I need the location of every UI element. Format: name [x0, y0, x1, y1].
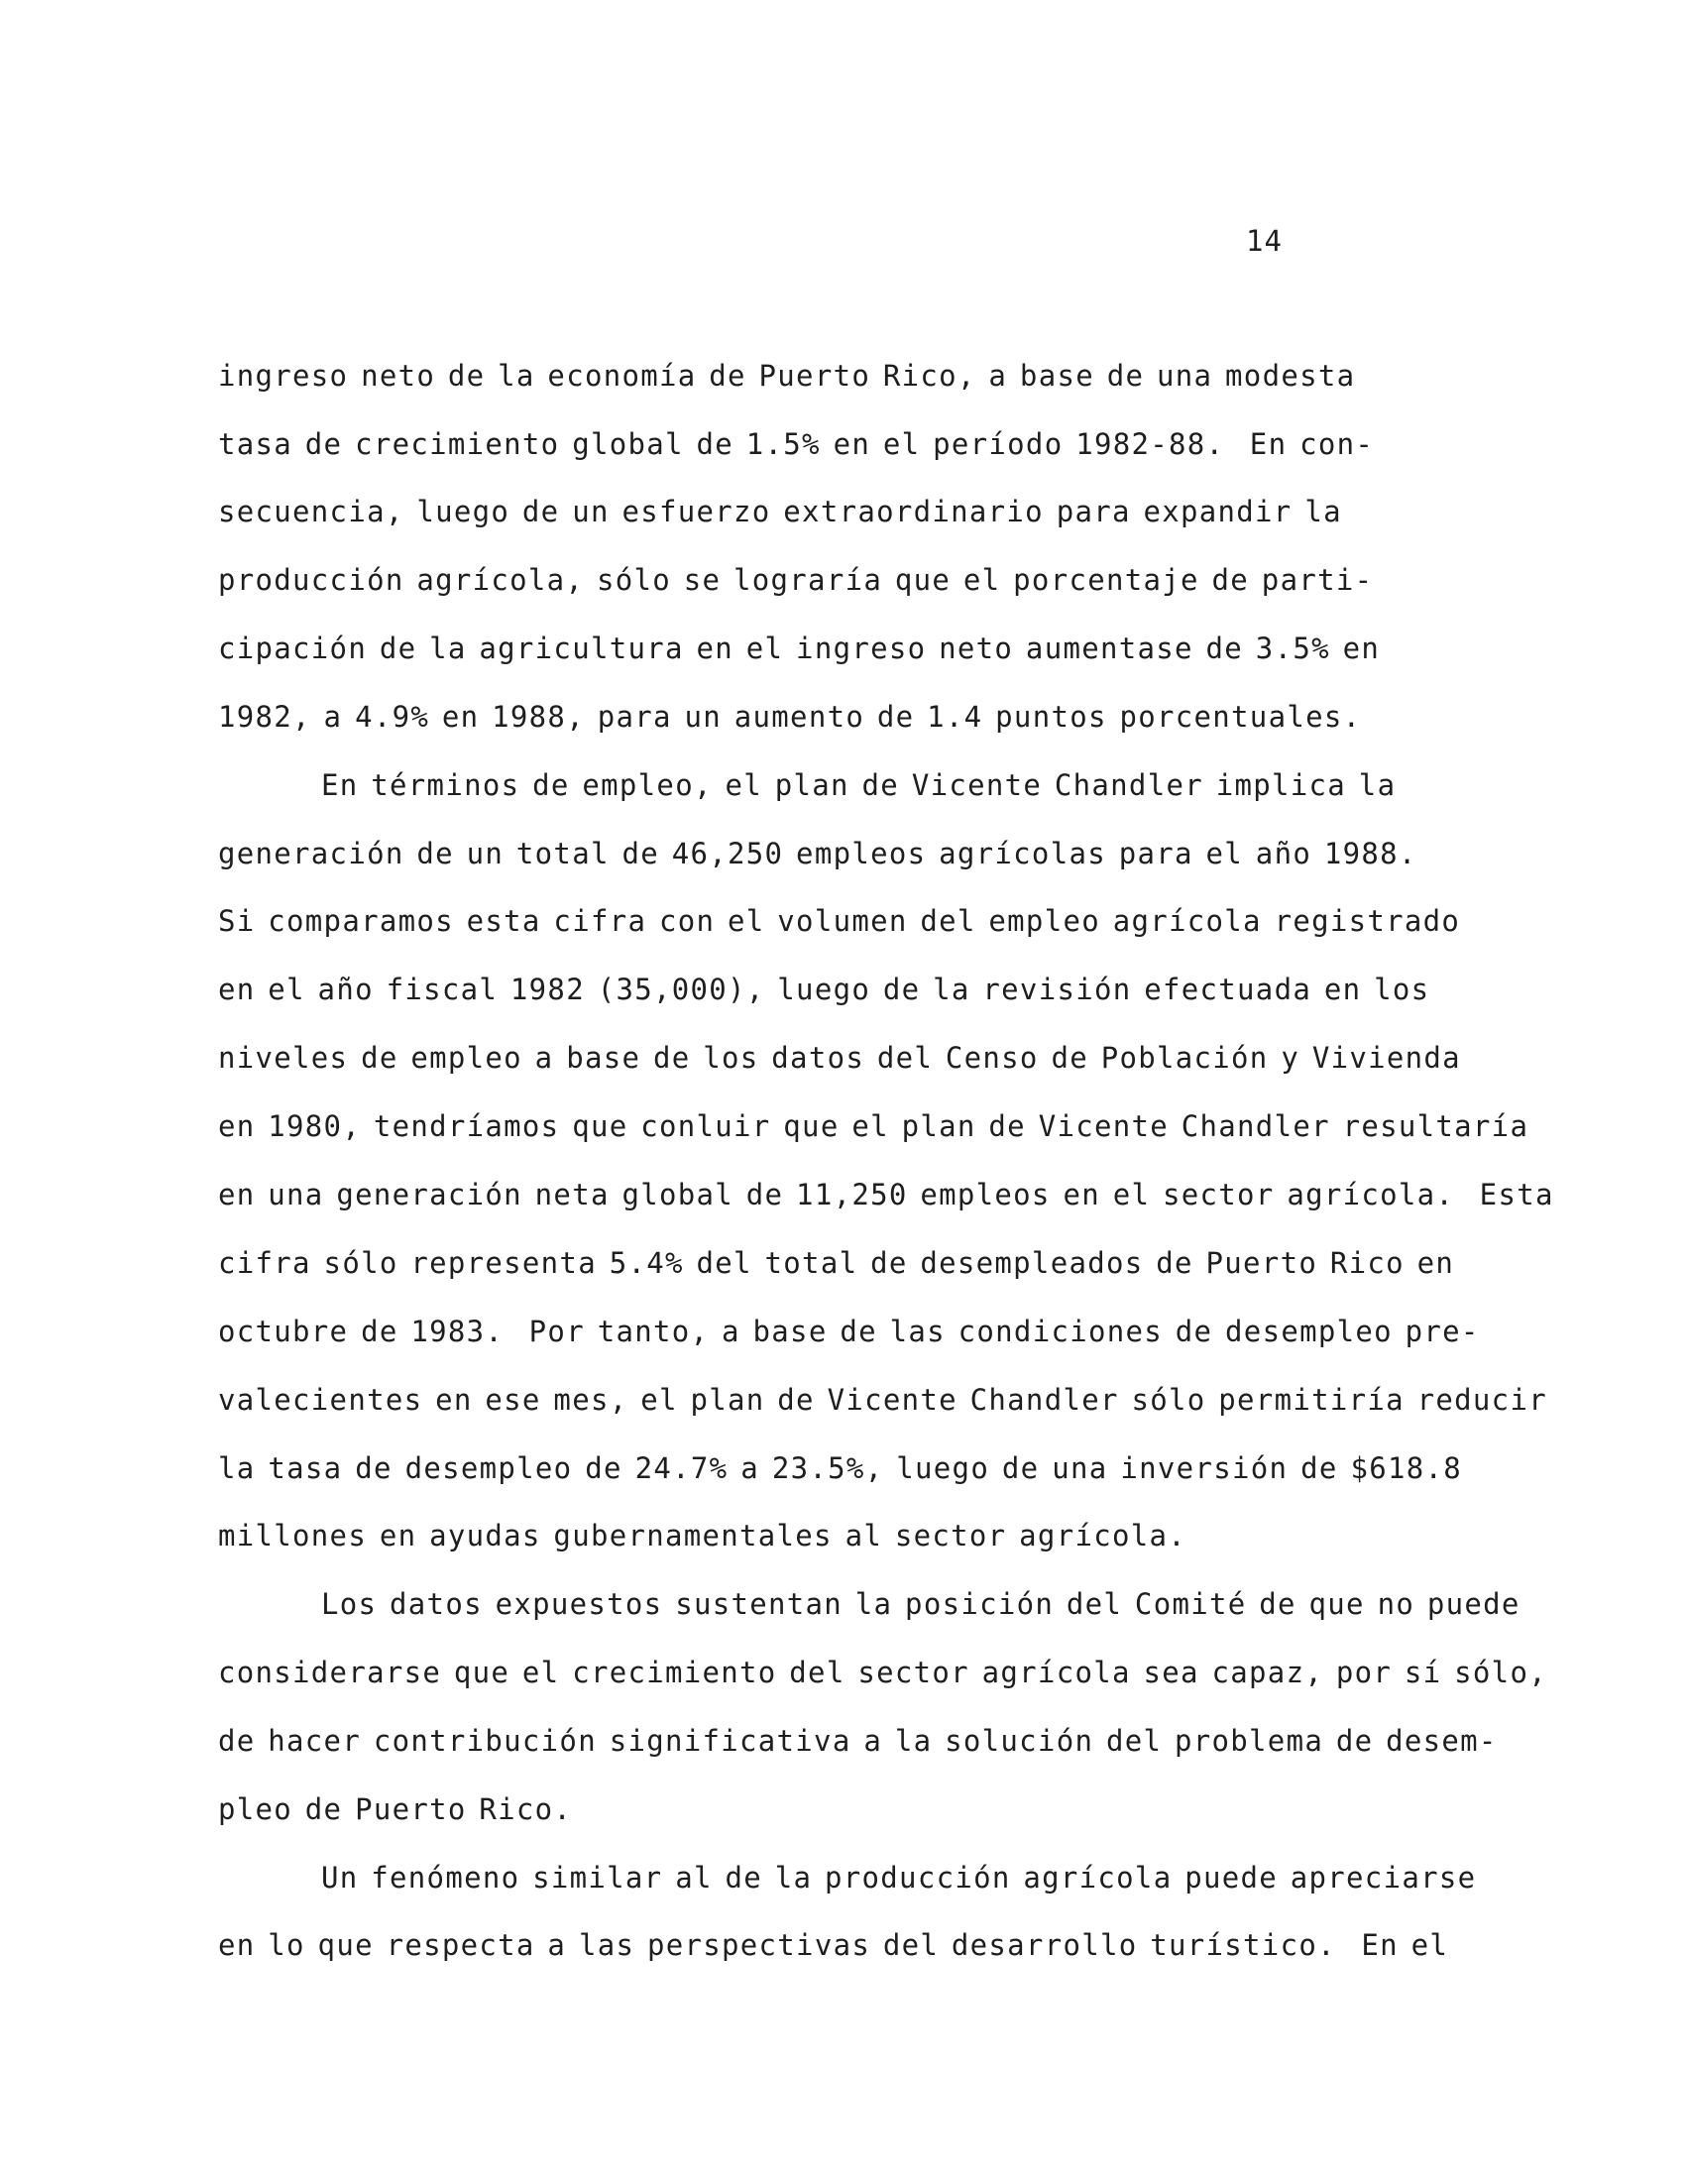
text-line: Un fenómeno similar al de la producción agrícola puede apreciarse: [321, 1861, 1477, 1895]
text-line: considerarse que el crecimiento del sector agrícola sea capaz, por sí sólo,: [218, 1656, 1547, 1689]
text-line: en una generación neta global de 11,250 empleos en el sector agrícola. Esta: [218, 1178, 1554, 1211]
text-line: valecientes en ese mes, el plan de Vicente Chandler sólo permitiría reducir: [218, 1383, 1547, 1417]
text-line: tasa de crecimiento global de 1.5% en el período 1982-88. En con-: [218, 427, 1375, 461]
text-line: niveles de empleo a base de los datos del Censo de Población y Vivienda: [218, 1041, 1461, 1075]
text-line: millones en ayudas gubernamentales al sector agrícola.: [218, 1519, 1187, 1552]
page-number: 14: [1246, 224, 1283, 258]
text-line: cifra sólo representa 5.4% del total de desempleados de Puerto Rico en: [218, 1246, 1455, 1280]
text-line: en el año fiscal 1982 (35,000), luego de la revisión efectuada en los: [218, 973, 1430, 1006]
text-line: Los datos expuestos sustentan la posición del Comité de que no puede: [321, 1587, 1520, 1621]
text-line: octubre de 1983. Por tanto, a base de las condiciones de desempleo pre-: [218, 1315, 1480, 1348]
text-line: pleo de Puerto Rico.: [218, 1792, 573, 1826]
text-line: generación de un total de 46,250 empleos agrícolas para el año 1988.: [218, 837, 1417, 870]
text-line: producción agrícola, sólo se lograría que el porcentaje de parti-: [218, 563, 1374, 597]
text-line: cipación de la agricultura en el ingreso neto aumentase de 3.5% en: [218, 632, 1381, 665]
text-line: 1982, a 4.9% en 1988, para un aumento de 1.4 puntos porcentuales.: [218, 700, 1362, 734]
text-line: En términos de empleo, el plan de Vicente Chandler implica la: [321, 768, 1397, 802]
text-line: secuencia, luego de un esfuerzo extraordinario para expandir la: [218, 495, 1342, 528]
text-line: de hacer contribución significativa a la solución del problema de desem-: [218, 1724, 1498, 1758]
text-line: Si comparamos esta cifra con el volumen del empleo agrícola registrado: [218, 904, 1461, 938]
text-line: ingreso neto de la economía de Puerto Rico, a base de una modesta: [218, 359, 1356, 393]
text-line: la tasa de desempleo de 24.7% a 23.5%, luego de una inversión de $618.8: [218, 1451, 1462, 1485]
text-line: en 1980, tendríamos que conluir que el plan de Vicente Chandler resultaría: [218, 1109, 1529, 1143]
text-line: en lo que respecta a las perspectivas del desarrollo turístico. En el: [218, 1928, 1449, 1962]
